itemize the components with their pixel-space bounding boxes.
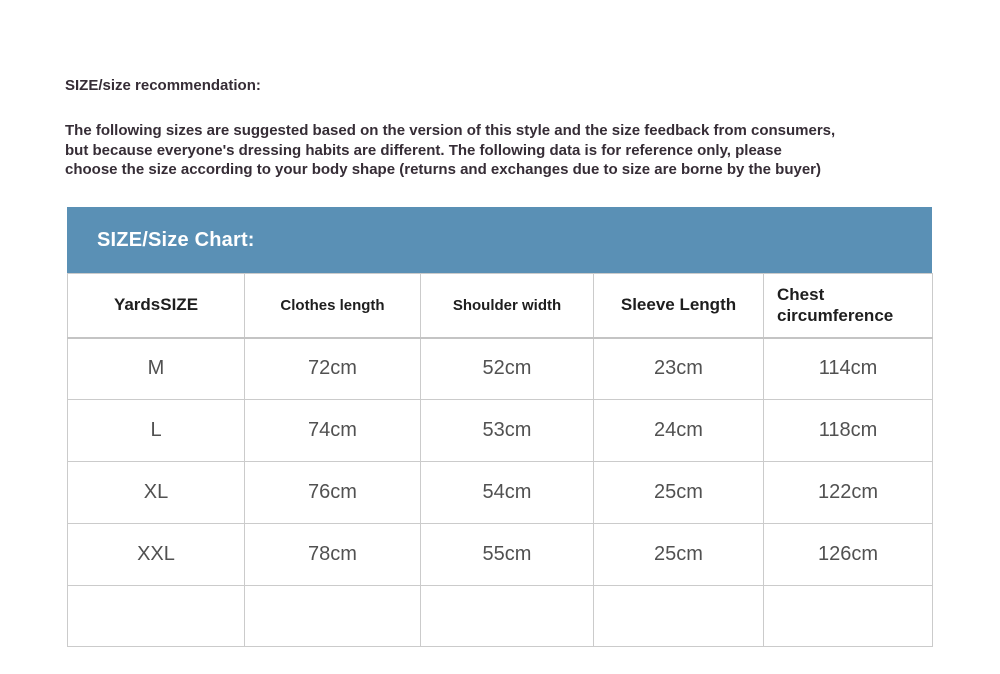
size-chart-banner-title: SIZE/Size Chart: — [97, 228, 255, 251]
recommendation-line: The following sizes are suggested based on the version of this style and the size feedback from consumers, — [65, 122, 836, 139]
empty-cell — [764, 586, 933, 647]
empty-cell — [245, 586, 421, 647]
size-chart-table — [67, 273, 933, 647]
measurement-cell: 24cm — [594, 400, 764, 462]
measurement-cell: 54cm — [421, 462, 594, 524]
column-header-sleeve-length: Sleeve Length — [594, 274, 764, 338]
measurement-cell: 78cm — [245, 524, 421, 586]
column-header-chest-circumference: Chest circumference — [764, 274, 933, 338]
table-row-empty — [68, 586, 933, 647]
measurement-cell: 25cm — [594, 462, 764, 524]
measurement-cell: 25cm — [594, 524, 764, 586]
column-header-yards-size: YardsSIZE — [68, 274, 245, 338]
recommendation-line: but because everyone's dressing habits are different. The following data is for reference only, please — [65, 141, 782, 159]
measurement-cell: 126cm — [764, 524, 933, 586]
size-chart-section — [67, 207, 932, 647]
size-cell: XL — [68, 462, 245, 524]
empty-cell — [594, 586, 764, 647]
measurement-cell: 76cm — [245, 462, 421, 524]
empty-cell — [68, 586, 245, 647]
measurement-cell: 74cm — [245, 400, 421, 462]
empty-cell — [421, 586, 594, 647]
measurement-cell: 53cm — [421, 400, 594, 462]
table-row-size-m — [68, 338, 933, 400]
table-row-size-l — [68, 400, 933, 462]
recommendation-text — [65, 121, 995, 180]
table-row-size-xxl — [68, 524, 933, 586]
recommendation-title: SIZE/size recommendation: — [65, 77, 261, 94]
measurement-cell: 23cm — [594, 338, 764, 400]
measurement-cell: 52cm — [421, 338, 594, 400]
size-cell: M — [68, 338, 245, 400]
measurement-cell: 72cm — [245, 338, 421, 400]
size-cell: L — [68, 400, 245, 462]
table-header-row — [68, 274, 933, 338]
size-chart-banner — [67, 207, 932, 273]
measurement-cell: 114cm — [764, 338, 933, 400]
table-row-size-xl — [68, 462, 933, 524]
recommendation-line: choose the size according to your body shape (returns and exchanges due to size are borne by the buyer) — [65, 161, 822, 178]
measurement-cell: 118cm — [764, 400, 933, 462]
column-header-clothes-length: Clothes length — [245, 274, 421, 338]
measurement-cell: 55cm — [421, 524, 594, 586]
column-header-shoulder-width: Shoulder width — [421, 274, 594, 338]
measurement-cell: 122cm — [764, 462, 933, 524]
size-cell: XXL — [68, 524, 245, 586]
